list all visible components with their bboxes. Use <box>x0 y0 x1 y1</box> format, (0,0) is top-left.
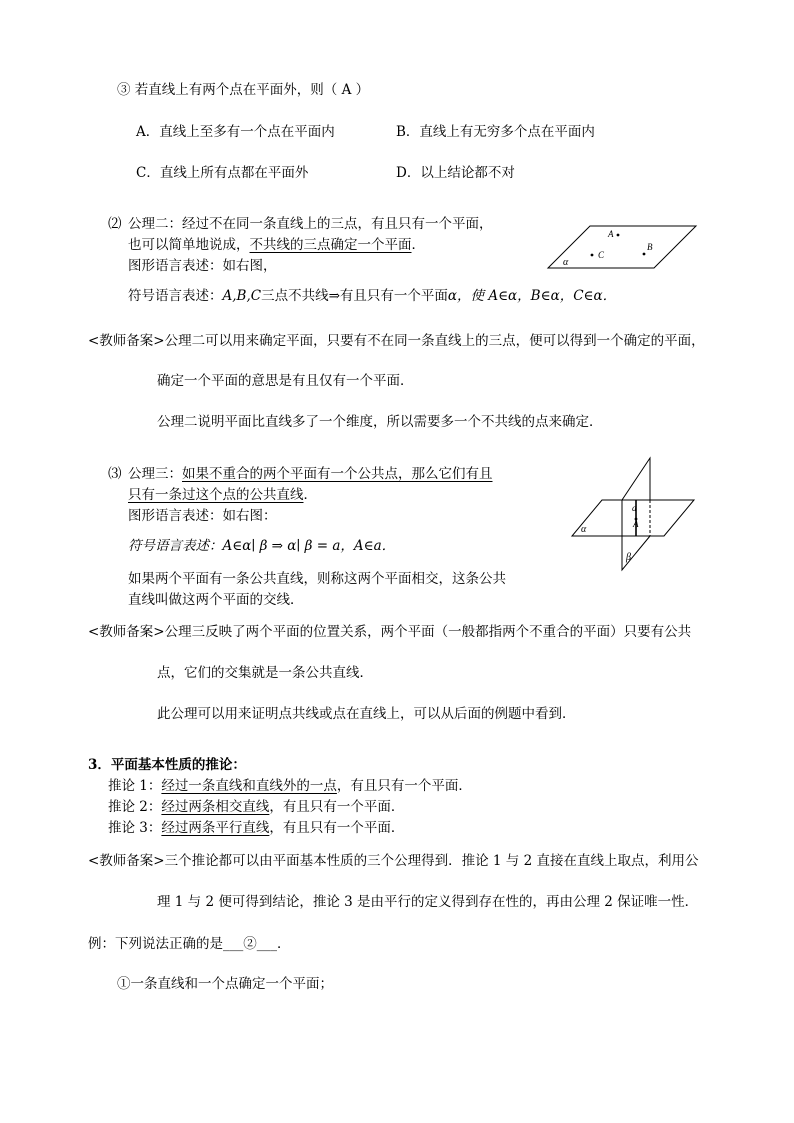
corollary-2-label: 推论 2： <box>108 799 162 815</box>
axiom3-def-line1: 如果两个平面有一条公共直线，则称这两个平面相交，这条公共 <box>128 571 506 587</box>
corollary-2-rest: ，有且只有一个平面． <box>269 799 405 815</box>
axiom3-def-line2: 直线叫做这两个平面的交线． <box>128 592 304 608</box>
corollary-2-underlined: 经过两条相交直线 <box>161 799 270 815</box>
axiom2-line2 <box>128 236 425 254</box>
label-beta: β <box>626 552 631 563</box>
note2-line3: 公理二说明平面比直线多了一个维度，所以需要多一个不共线的点来确定． <box>157 414 603 430</box>
label-b: B <box>647 242 653 252</box>
axiom2-symbol-tail: α，使 A∈α，B∈α，C∈α． <box>447 288 617 304</box>
corollary-3-label: 推论 3： <box>108 820 162 836</box>
note2-line2: 确定一个平面的意思是有且仅有一个平面． <box>157 373 414 389</box>
axiom3-underlined-2: 只有一条过这个点的公共直线 <box>128 487 304 503</box>
axiom2-number: ⑵ <box>108 216 122 232</box>
point-c <box>591 254 594 257</box>
label-c: C <box>598 250 605 260</box>
label-alpha: α <box>581 524 587 535</box>
axiom2-symbol-rest: 三点不共线⇒有且只有一个平面 <box>261 288 448 304</box>
axiom3-number: ⑶ <box>108 466 122 482</box>
axiom2-symbol-prefix: 符号语言表述： <box>128 288 223 304</box>
plane-outline <box>548 226 696 268</box>
question-3: ③ 若直线上有两个点在平面外，则（ A ） <box>117 82 370 98</box>
axiom3-line2 <box>128 486 317 504</box>
note3-line1: <教师备案>公理三反映了两个平面的位置关系，两个平面（一般都指两个不重合的平面）只要有公共 <box>88 624 692 640</box>
note4-line2: 理 1 与 2 便可得到结论，推论 3 是由平行的定义得到存在性的，再由公理 2 保证唯一性． <box>157 894 699 910</box>
axiom3-underlined-1: 如果不重合的两个平面有一个公共点，那么它们有且 <box>182 466 493 482</box>
example-suffix: ． <box>277 936 291 952</box>
label-a: A <box>608 229 614 239</box>
axiom3-lead <box>128 465 493 483</box>
option-d: D．以上结论都不对 <box>396 165 515 181</box>
axiom2-line2-prefix: 也可以简单地说成， <box>128 237 250 253</box>
axiom3-line2-suffix: ． <box>303 487 317 503</box>
note2-line1: <教师备案>公理二可以用来确定平面，只要有不在同一条直线上的三点，便可以得到一个确定的平面， <box>88 333 705 349</box>
axiom2-lead: 公理二：经过不在同一条直线上的三点，有且只有一个平面， <box>128 216 493 232</box>
example-prefix: 例：下列说法正确的是 <box>88 936 223 952</box>
axiom2-underlined: 不共线的三点确定一个平面 <box>249 237 412 253</box>
axiom2-line2-suffix: ． <box>411 237 425 253</box>
plane-figure <box>548 224 698 272</box>
corollary-3-underlined: 经过两条平行直线 <box>161 820 270 836</box>
axiom3-symbol: 符号语言表述：A∈α∣ β ⇒ α∣ β = a，A∈a． <box>128 538 396 554</box>
intersecting-planes-figure <box>572 456 698 572</box>
option-a: A．直线上至多有一个点在平面内 <box>136 124 335 140</box>
note3-line2: 点，它们的交集就是一条公共直线． <box>157 665 373 681</box>
example-item-1: ①一条直线和一个点确定一个平面； <box>117 976 333 992</box>
plane-beta-upper <box>622 458 650 500</box>
point-a <box>617 234 620 237</box>
axiom2-graphic: 图形语言表述：如右图， <box>128 258 277 274</box>
note4-line1: <教师备案>三个推论都可以由平面基本性质的三个公理得到．推论 1 与 2 直接在直线上取点，利用公 <box>88 853 699 869</box>
label-a: a <box>632 503 637 513</box>
label-alpha: α <box>563 257 569 268</box>
corollary-3-rest: ，有且只有一个平面． <box>269 820 405 836</box>
example-answer: ___②___ <box>223 936 277 952</box>
corollary-3 <box>108 819 404 837</box>
axiom3-graphic: 图形语言表述：如右图： <box>128 508 277 524</box>
section3-heading: 3．平面基本性质的推论： <box>88 757 246 773</box>
label-A: A <box>633 519 639 529</box>
corollary-2 <box>108 798 404 816</box>
corollary-1 <box>108 777 472 795</box>
corollary-1-underlined: 经过一条直线和直线外的一点 <box>161 778 337 794</box>
option-b: B．直线上有无穷多个点在平面内 <box>396 124 595 140</box>
axiom3-lead-prefix: 公理三： <box>128 466 182 482</box>
point-b <box>643 253 646 256</box>
example-prompt <box>88 935 291 953</box>
option-c: C．直线上所有点都在平面外 <box>136 165 309 181</box>
corollary-1-label: 推论 1： <box>108 778 162 794</box>
note3-line3: 此公理可以用来证明点共线或点在直线上，可以从后面的例题中看到． <box>157 706 576 722</box>
axiom2-symbol <box>128 287 616 305</box>
corollary-1-rest: ，有且只有一个平面． <box>336 778 472 794</box>
axiom2-symbol-formula: A,B,C <box>222 288 262 304</box>
